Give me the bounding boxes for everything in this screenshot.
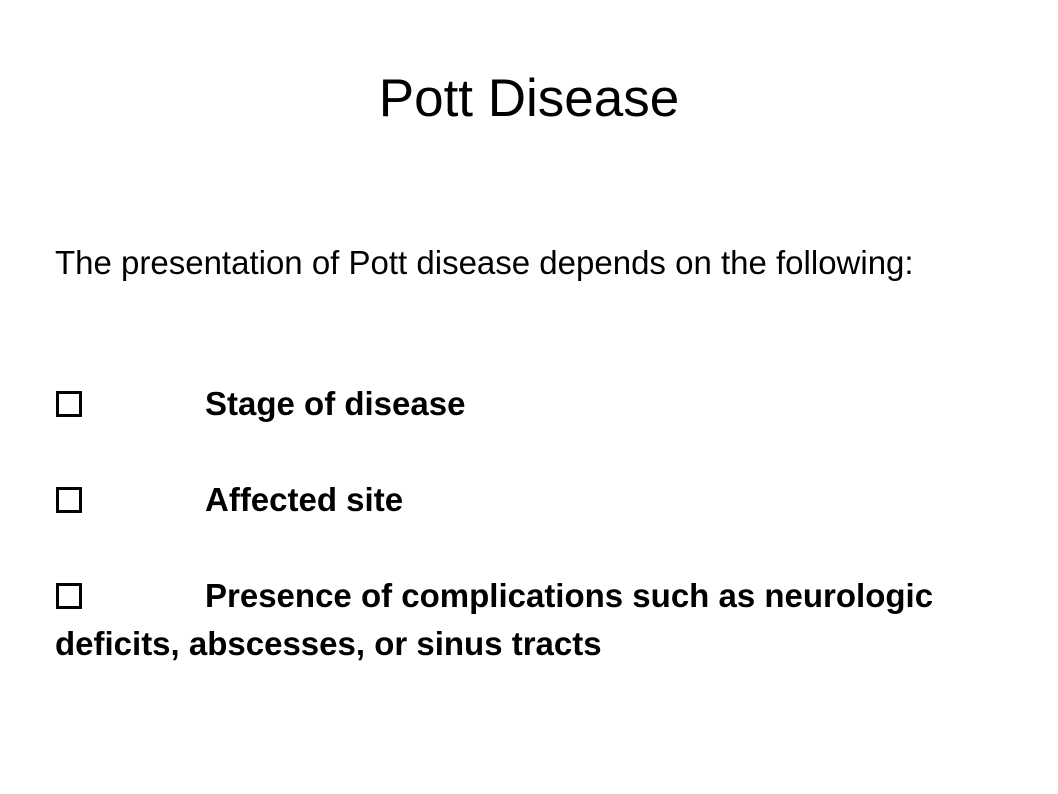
hollow-square-bullet-icon	[56, 583, 82, 609]
hollow-square-bullet-icon	[56, 391, 82, 417]
bullet-text: Presence of complications such as neurologic deficits, abscesses, or sinus tracts	[55, 577, 934, 662]
slide-title: Pott Disease	[378, 69, 680, 128]
bullet-text: Affected site	[205, 481, 404, 518]
hollow-square-bullet-icon	[56, 487, 82, 513]
bullet-item	[55, 476, 1015, 524]
bullet-item	[55, 380, 1015, 428]
bullet-item	[55, 572, 1015, 668]
intro-text: The presentation of Pott disease depends on the following:	[55, 244, 914, 281]
bullet-text: Stage of disease	[205, 385, 466, 422]
